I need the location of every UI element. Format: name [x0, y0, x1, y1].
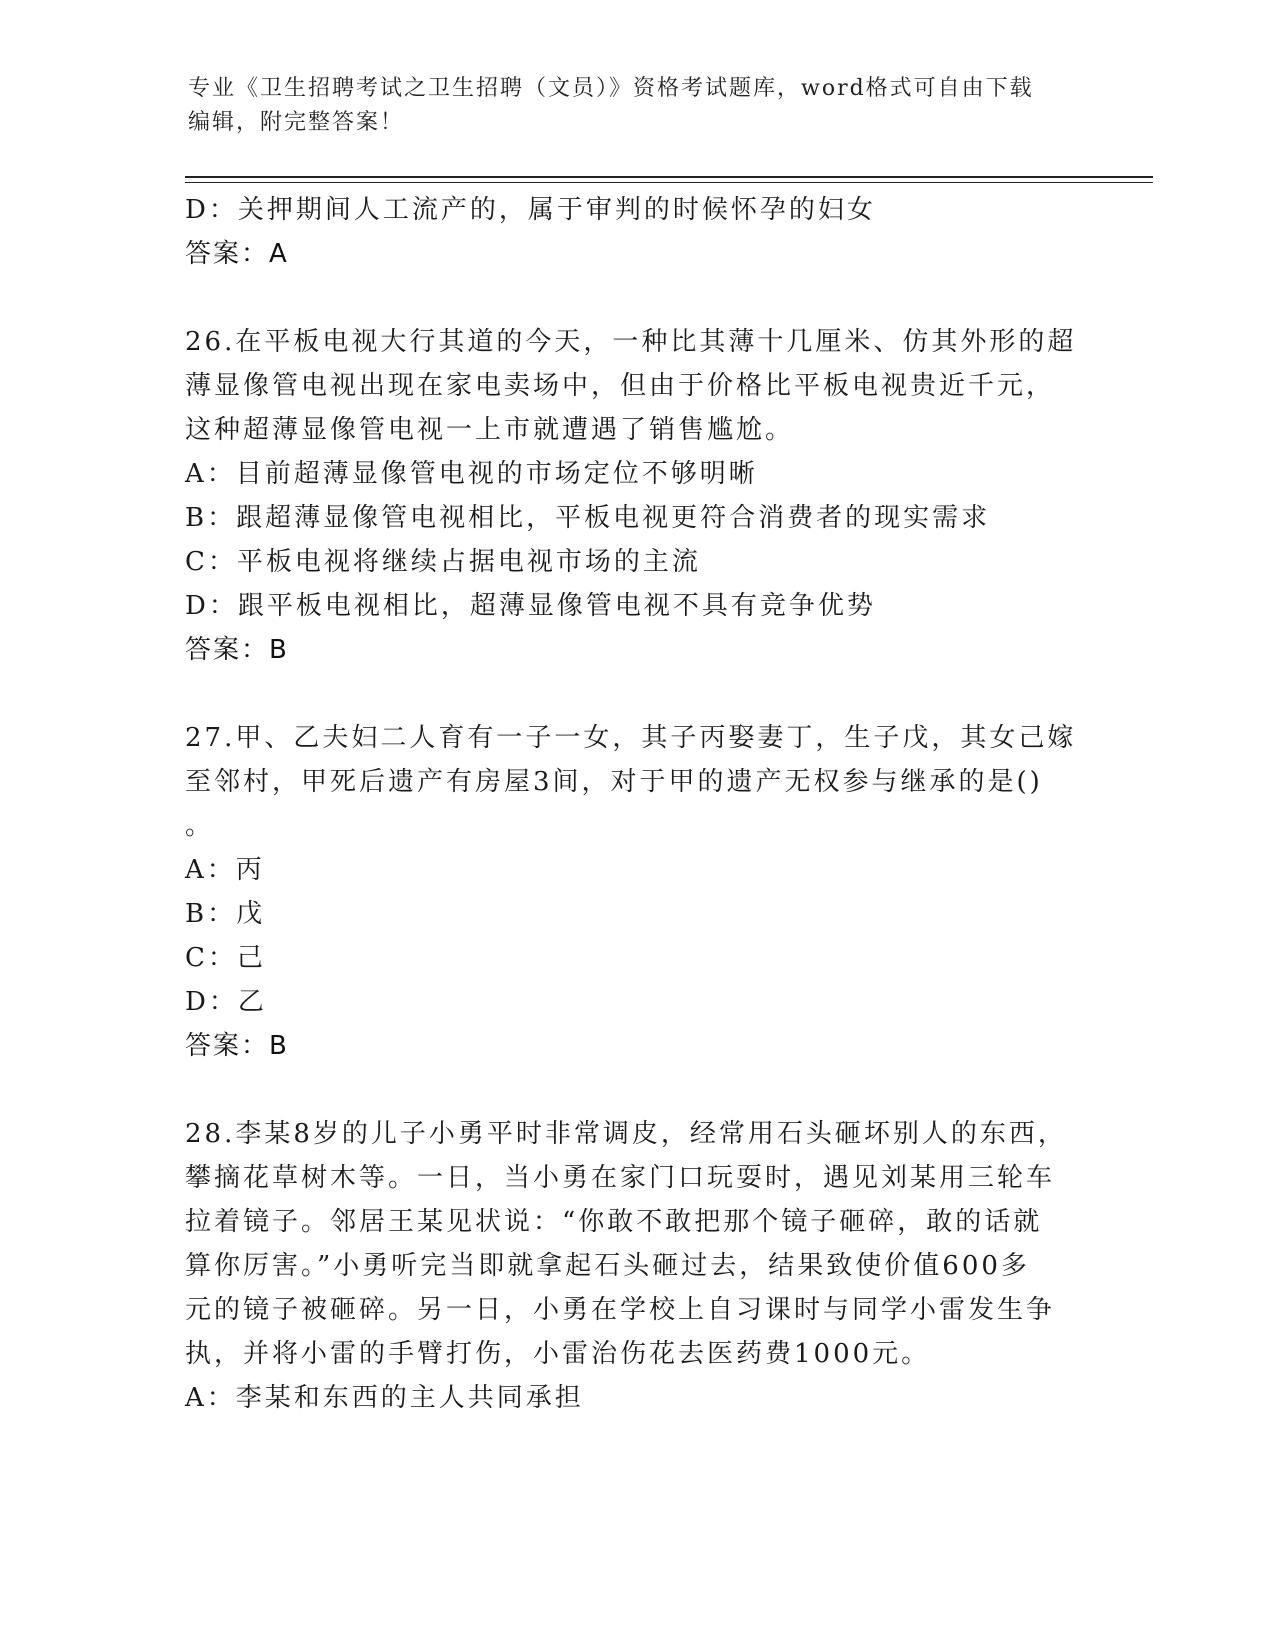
- spacer: [185, 672, 1085, 716]
- q25-answer: 答案：A: [185, 239, 289, 269]
- q28-stem-line-6: 执，并将小雷的手臂打伤，小雷治伤花去医药费1000元。: [185, 1339, 931, 1369]
- q26-option-a: A：目前超薄显像管电视的市场定位不够明晰: [185, 459, 758, 489]
- question-27: [185, 716, 1085, 1068]
- page-header: [188, 72, 1068, 140]
- spacer: [185, 276, 1085, 320]
- q27-option-a: A：丙: [185, 855, 265, 885]
- question-28: [185, 1112, 1085, 1420]
- q26-option-c: C：平板电视将继续占据电视市场的主流: [185, 547, 701, 577]
- q26-option-d: D：跟平板电视相比，超薄显像管电视不具有竞争优势: [185, 591, 876, 621]
- q26-stem-line-3: 这种超薄显像管电视一上市就遭遇了销售尴尬。: [185, 415, 795, 445]
- q28-stem-line-3: 拉着镜子。邻居王某见状说：“你敢不敢把那个镜子砸碎，敢的话就: [185, 1207, 1043, 1237]
- header-divider-thick: [185, 176, 1153, 178]
- q26-stem-line-2: 薄显像管电视出现在家电卖场中，但由于价格比平板电视贵近千元，: [185, 371, 1056, 401]
- q27-stem-line-1: 27.甲、乙夫妇二人育有一子一女，其子丙娶妻丁，生子戊，其女己嫁: [185, 723, 1077, 753]
- q28-stem-line-4: 算你厉害。”小勇听完当即就拿起石头砸过去，结果致使价值600多: [185, 1251, 1030, 1281]
- header-line-1: 专业《卫生招聘考试之卫生招聘（文员）》资格考试题库，word格式可自由下载: [188, 76, 1034, 101]
- q28-stem-line-2: 攀摘花草树木等。一日，当小勇在家门口玩耍时，遇见刘某用三轮车: [185, 1163, 1056, 1193]
- q26-answer: 答案：B: [185, 635, 289, 665]
- header-divider-thin: [185, 182, 1153, 183]
- q27-option-c: C：己: [185, 943, 266, 973]
- header-line-2: 编辑，附完整答案！: [188, 110, 405, 135]
- q26-stem-line-1: 26.在平板电视大行其道的今天，一种比其薄十几厘米、仿其外形的超: [185, 327, 1077, 357]
- question-content: [185, 188, 1085, 1420]
- spacer: [185, 1068, 1085, 1112]
- q25-option-d: D：关押期间人工流产的，属于审判的时候怀孕的妇女: [185, 195, 876, 225]
- q26-option-b: B：跟超薄显像管电视相比，平板电视更符合消费者的现实需求: [185, 503, 991, 533]
- question-26: [185, 320, 1085, 672]
- q27-answer: 答案：B: [185, 1031, 289, 1061]
- q28-stem-line-5: 元的镜子被砸碎。另一日，小勇在学校上自习课时与同学小雷发生争: [185, 1295, 1056, 1325]
- q28-option-a: A：李某和东西的主人共同承担: [185, 1383, 584, 1413]
- q28-stem-line-1: 28.李某8岁的儿子小勇平时非常调皮，经常用石头砸坏别人的东西，: [185, 1119, 1067, 1149]
- q27-option-d: D：乙: [185, 987, 267, 1017]
- q27-stem-line-3: 。: [185, 811, 215, 841]
- q27-option-b: B：戊: [185, 899, 266, 929]
- q27-stem-line-2: 至邻村，甲死后遗产有房屋3间，对于甲的遗产无权参与继承的是(): [185, 767, 1043, 797]
